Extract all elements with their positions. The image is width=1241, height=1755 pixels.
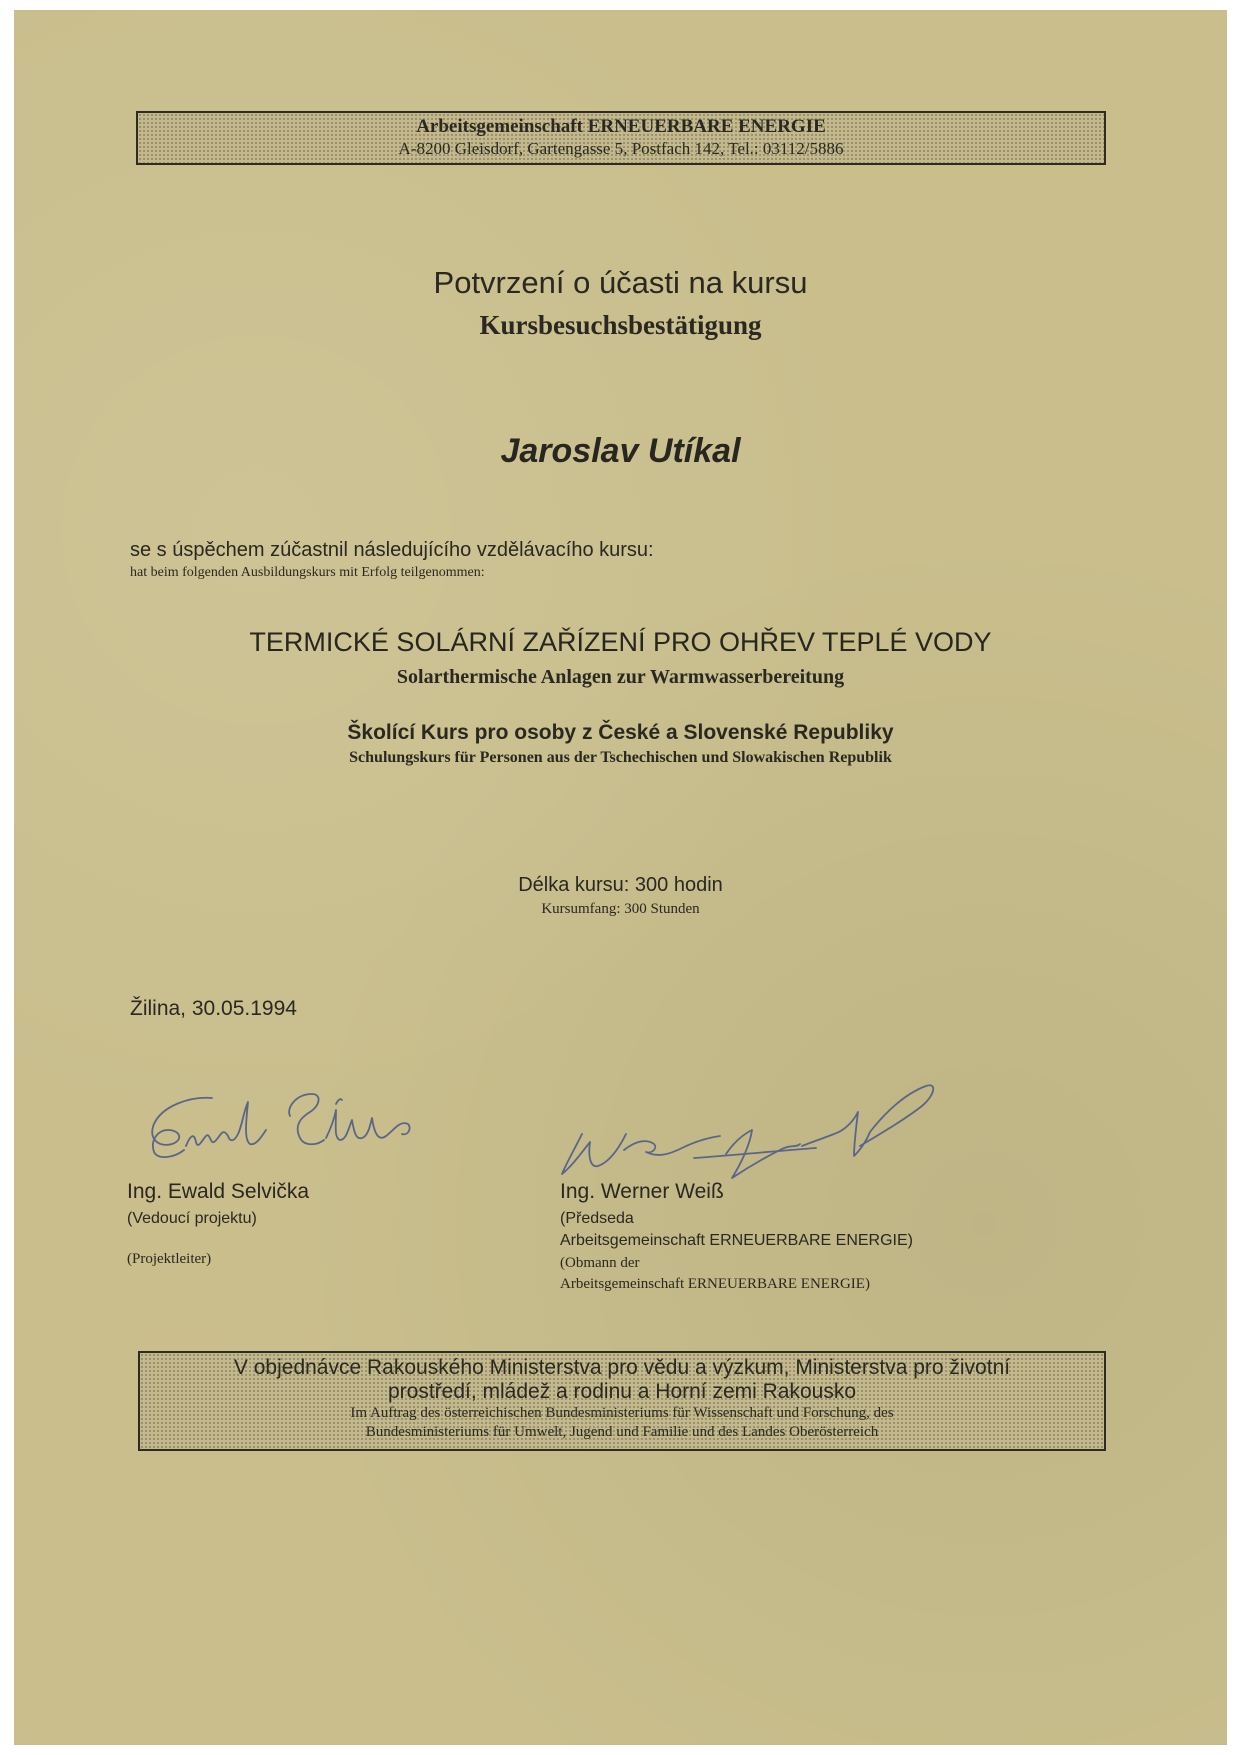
signatory-right-role-line1: (Předseda bbox=[560, 1210, 634, 1227]
course-subtitle: Školící Kurs pro osoby z České a Slovenské Republiky bbox=[347, 721, 894, 744]
signatory-left-name: Ing. Ewald Selvička bbox=[127, 1180, 310, 1203]
participant-name: Jaroslav Utíkal bbox=[500, 432, 741, 470]
header-address: A-8200 Gleisdorf, Gartengasse 5, Postfach 142, Tel.: 03112/5886 bbox=[398, 139, 844, 158]
intro-text-german: hat beim folgenden Ausbildungskurs mit Erfolg teilgenommen: bbox=[130, 565, 485, 580]
course-title-german: Solarthermische Anlagen zur Warmwasserbereitung bbox=[396, 666, 845, 688]
footer-text-line2: prostředí, mládež a rodinu a Horní zemi Rakousko bbox=[387, 1380, 857, 1403]
footer-text-german-line2: Bundesministeriums für Umwelt, Jugend und Familie und des Landes Oberösterreich bbox=[365, 1424, 879, 1440]
signatory-right-role-line2: Arbeitsgemeinschaft ERNEUERBARE ENERGIE) bbox=[560, 1232, 913, 1249]
header-organization: Arbeitsgemeinschaft ERNEUERBARE ENERGIE bbox=[416, 116, 826, 137]
header-box bbox=[136, 111, 1106, 165]
signature-left-image bbox=[140, 1080, 430, 1170]
signatory-right-role-german-line2: Arbeitsgemeinschaft ERNEUERBARE ENERGIE) bbox=[560, 1276, 870, 1292]
signatory-left-role-german: (Projektleiter) bbox=[127, 1251, 212, 1267]
footer-text-line1: V objednávce Rakouského Ministerstva pro vědu a výzkum, Ministerstva pro životní bbox=[233, 1356, 1011, 1379]
signatory-right-role-german-line1: (Obmann der bbox=[560, 1255, 640, 1271]
course-title: TERMICKÉ SOLÁRNÍ ZAŘÍZENÍ PRO OHŘEV TEPLÉ VODY bbox=[249, 627, 992, 657]
certificate-title-german: Kursbesuchsbestätigung bbox=[479, 310, 762, 340]
place-and-date: Žilina, 30.05.1994 bbox=[130, 997, 297, 1020]
intro-text: se s úspěchem zúčastnil následujícího vzdělávacího kursu: bbox=[130, 539, 654, 561]
certificate-title: Potvrzení o účasti na kursu bbox=[433, 265, 808, 300]
course-duration-german: Kursumfang: 300 Stunden bbox=[541, 901, 700, 917]
signatory-left-role: (Vedoucí projektu) bbox=[127, 1210, 257, 1227]
footer-box bbox=[138, 1351, 1106, 1451]
footer-text-german-line1: Im Auftrag des österreichischen Bundesministeriums für Wissenschaft und Forschung, des bbox=[350, 1405, 894, 1421]
certificate-page bbox=[14, 10, 1227, 1745]
signatory-right-name: Ing. Werner Weiß bbox=[560, 1180, 724, 1203]
signature-right-image bbox=[554, 1072, 944, 1187]
course-duration: Délka kursu: 300 hodin bbox=[518, 874, 723, 896]
course-subtitle-german: Schulungskurs für Personen aus der Tschechischen und Slowakischen Republik bbox=[349, 749, 892, 766]
